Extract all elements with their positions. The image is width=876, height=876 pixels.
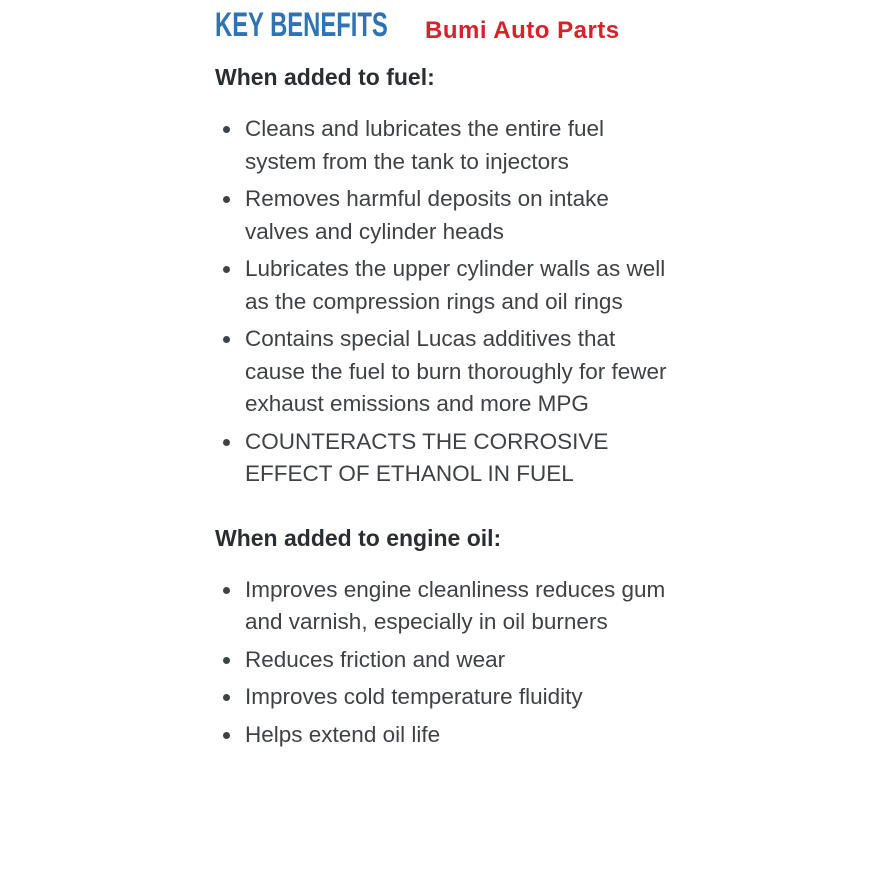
benefit-text: Contains special Lucas additives that cause the fuel to burn thoroughly for fewer exhaust emissions and more MPG <box>245 326 667 416</box>
section-heading-engine-oil: When added to engine oil: <box>215 524 502 551</box>
benefit-item <box>245 644 667 677</box>
benefit-item <box>245 253 667 318</box>
benefit-list-engine-oil <box>215 574 667 752</box>
bullet-icon <box>223 657 230 664</box>
benefit-list-fuel <box>215 113 667 491</box>
benefit-item <box>245 113 667 178</box>
benefit-item <box>245 574 667 639</box>
bullet-icon <box>223 732 230 739</box>
bullet-icon <box>223 587 230 594</box>
benefit-text: Helps extend oil life <box>245 721 441 747</box>
bullet-icon <box>223 336 230 343</box>
benefit-item <box>245 719 667 752</box>
benefit-item <box>245 183 667 248</box>
benefit-text: COUNTERACTS THE CORROSIVE EFFECT OF ETHANOL IN FUEL <box>245 428 609 486</box>
bullet-icon <box>223 126 230 133</box>
benefit-text: Lubricates the upper cylinder walls as well as the compression rings and oil rings <box>245 256 666 314</box>
bullet-icon <box>223 694 230 701</box>
benefits-content <box>215 4 667 756</box>
header <box>215 4 667 48</box>
benefit-item <box>245 426 667 491</box>
section-fuel <box>215 62 667 491</box>
benefit-text: Removes harmful deposits on intake valves and cylinder heads <box>245 186 609 244</box>
bullet-icon <box>223 439 230 446</box>
benefit-text: Improves cold temperature fluidity <box>245 684 583 709</box>
brand-name: Bumi Auto Parts <box>425 17 620 44</box>
benefit-text: Reduces friction and wear <box>245 646 506 672</box>
section-heading-fuel: When added to fuel: <box>215 64 435 90</box>
section-engine-oil <box>215 523 667 752</box>
benefit-text: Improves engine cleanliness reduces gum and varnish, especially in oil burners <box>245 576 666 634</box>
benefit-item <box>245 323 667 421</box>
page-title: KEY BENEFITS <box>215 6 388 44</box>
bullet-icon <box>223 196 230 203</box>
benefit-text: Cleans and lubricates the entire fuel system from the tank to injectors <box>245 116 604 174</box>
benefit-item <box>245 681 667 714</box>
bullet-icon <box>223 266 230 273</box>
